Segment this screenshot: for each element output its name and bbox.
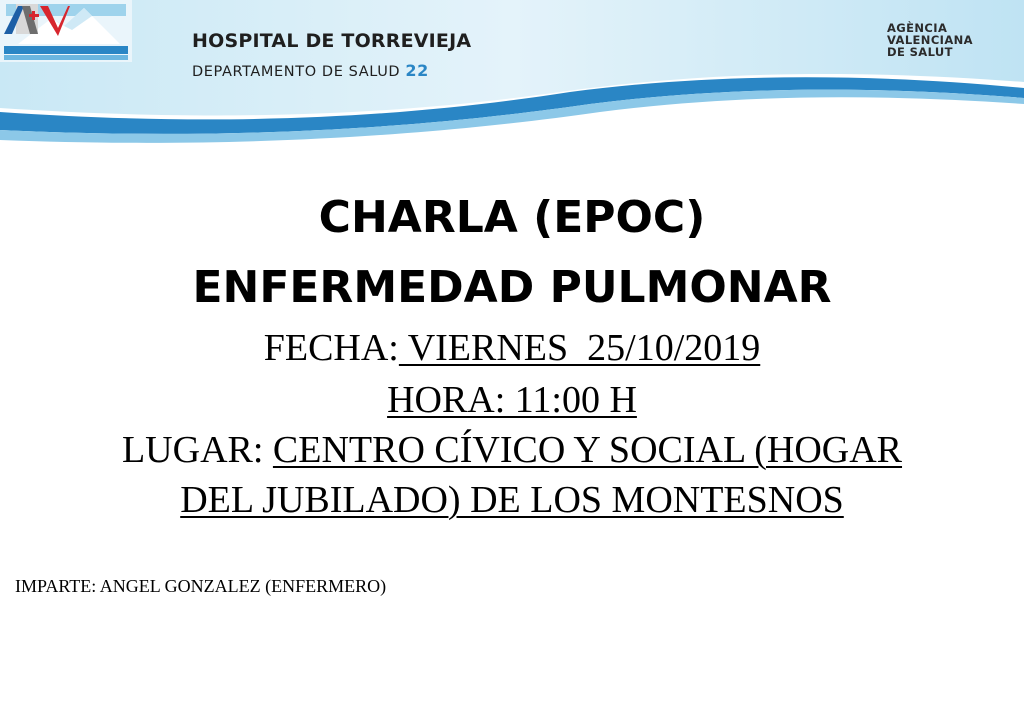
speaker-info: IMPARTE: ANGEL GONZALEZ (ENFERMERO)	[15, 576, 387, 596]
department-number: 22	[405, 61, 429, 80]
agency-name	[887, 22, 973, 58]
event-time	[0, 378, 1024, 422]
event-title: CHARLA (EPOC)	[318, 192, 706, 243]
department-label	[192, 61, 429, 80]
event-place-continued	[0, 478, 1024, 522]
agency-line-1: AGÈNCIA	[887, 21, 948, 35]
date-label: FECHA:	[263, 327, 399, 369]
place-label: LUGAR:	[121, 429, 273, 471]
place-value-line1: CENTRO CÍVICO Y SOCIAL (HOGAR	[272, 429, 903, 471]
hospital-name: HOSPITAL DE TORREVIEJA	[192, 30, 472, 52]
header-banner	[0, 0, 1024, 150]
agency-line-3: DE SALUT	[887, 45, 953, 59]
event-subtitle: ENFERMEDAD PULMONAR	[192, 262, 832, 313]
header-wave-background	[0, 0, 1024, 150]
event-date	[0, 326, 1024, 370]
time-text: HORA: 11:00 H	[387, 379, 637, 421]
department-text: DEPARTAMENTO DE SALUD	[192, 64, 401, 80]
event-place	[0, 428, 1024, 472]
date-value: VIERNES 25/10/2019	[398, 327, 761, 369]
place-value-line2: DEL JUBILADO) DE LOS MONTESNOS	[180, 479, 844, 521]
agency-line-2: VALENCIANA	[887, 33, 973, 47]
agency-logo	[0, 0, 70, 40]
